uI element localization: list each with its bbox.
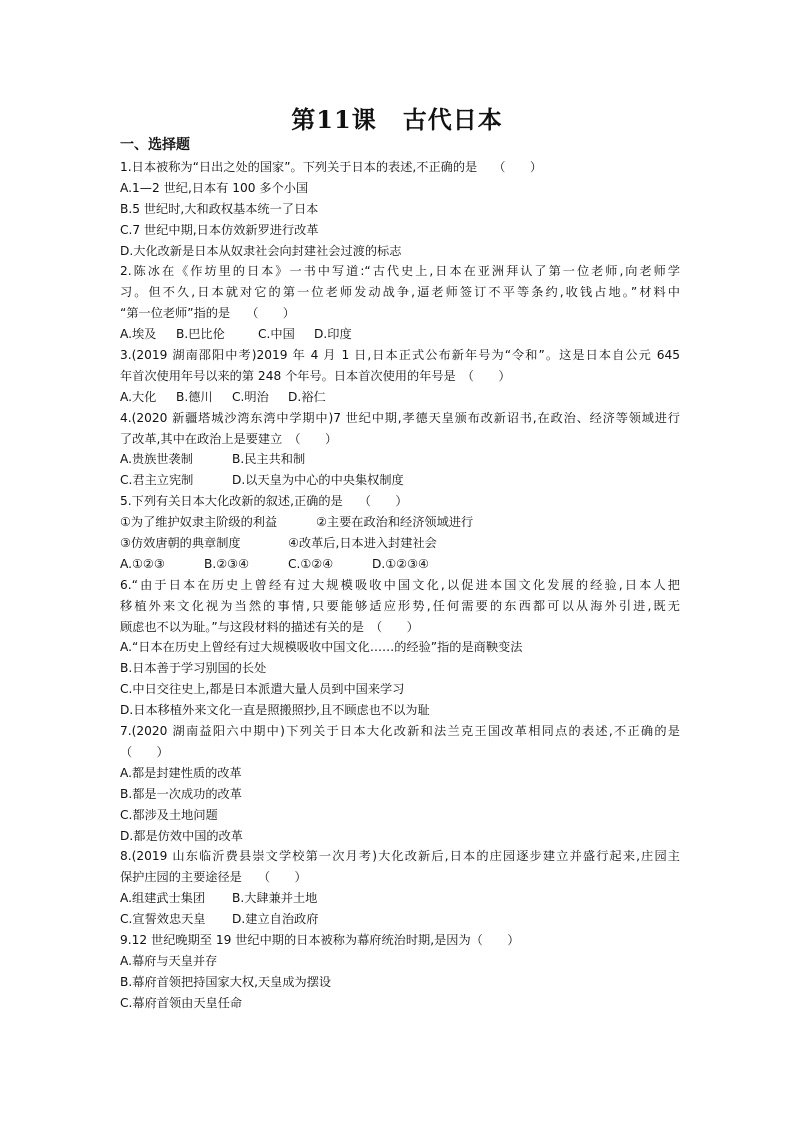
question-5-options	[120, 554, 680, 575]
question-2-stem-line-1: 2.陈冰在《作坊里的日本》一书中写道:“古代史上,日本在亚洲拜认了第一位老师,向老师学	[120, 264, 680, 279]
question-4-option-c: C.君主立宪制	[120, 473, 194, 488]
question-8-option-a: A.组建武士集团	[120, 891, 206, 906]
question-7-option-b: B.都是一次成功的改革	[120, 786, 242, 801]
question-5-option-c: C.①②④	[288, 556, 334, 571]
question-7-option-c: C.都涉及土地问题	[120, 807, 218, 822]
question-3-options	[120, 387, 680, 408]
question-8-option-d: D.建立自治政府	[232, 912, 319, 927]
question-9-stem: 9.12 世纪晚期至 19 世纪中期的日本被称为幕府统治时期,是因为（ ）	[120, 932, 520, 947]
question-2-options	[120, 324, 680, 345]
lesson-name: 古代日本	[402, 105, 503, 134]
question-2-stem-line-3: “第一位老师”指的是 （ ）	[120, 306, 295, 321]
question-6-option-d: D.日本移植外来文化一直是照搬照抄,且不顾虑也不以为耻	[120, 703, 430, 718]
question-6-option-c: C.中日交往史上,都是日本派遣大量人员到中国来学习	[120, 682, 405, 697]
question-5-item-2: ②主要在政治和经济领域进行	[316, 515, 474, 530]
question-5-option-b: B.②③④	[204, 556, 250, 571]
question-9-option-a: A.幕府与天皇并存	[120, 953, 218, 968]
question-5-items-row-2	[120, 533, 680, 554]
question-4-stem-line-1: 4.(2020 新疆塔城沙湾东湾中学期中)7 世纪中期,孝德天皇颁布改新诏书,在政治、经济等领域进行	[120, 410, 680, 425]
question-4-option-a: A.贵族世袭制	[120, 452, 193, 467]
question-8-option-b: B.大肆兼并土地	[232, 891, 318, 906]
question-4-options-row-1	[120, 449, 680, 470]
question-3-option-c: C.明治	[232, 389, 269, 404]
question-6-option-a: A.“日本在历史上曾经有过大规模吸收中国文化……的经验”指的是商鞅变法	[120, 640, 523, 655]
question-list	[120, 157, 680, 1014]
question-6-stem-line-1: 6.“由于日本在历史上曾经有过大规模吸收中国文化,以促进本国文化发展的经验,日本人把	[120, 577, 680, 592]
question-3-option-b: B.德川	[176, 389, 213, 404]
question-5-item-1: ①为了维护奴隶主阶级的利益	[120, 515, 278, 530]
question-4-stem-line-2: 了改革,其中在政治上是要建立 （ ）	[120, 431, 338, 446]
question-1-option-c: C.7 世纪中期,日本仿效新罗进行改革	[120, 222, 319, 237]
question-3-stem-line-1: 3.(2019 湖南邵阳中考)2019 年 4 月 1 日,日本正式公布新年号为“令和”。这是日本自公元 645	[120, 348, 680, 363]
question-8-option-c: C.宣誓效忠天皇	[120, 912, 206, 927]
question-3-option-d: D.裕仁	[288, 389, 326, 404]
question-1-stem: 1.日本被称为“日出之处的国家”。下列关于日本的表述,不正确的是 （ ）	[120, 160, 543, 174]
question-4-options-row-2	[120, 470, 680, 491]
question-5-item-3: ③仿效唐朝的典章制度	[120, 536, 241, 551]
question-5-option-a: A.①②③	[120, 556, 165, 571]
question-2-option-b: B.巴比伦	[176, 327, 225, 342]
question-8-options-row-2	[120, 909, 680, 930]
question-7-stem-line-2: （ ）	[120, 744, 169, 759]
question-7-option-a: A.都是封建性质的改革	[120, 765, 242, 780]
question-1-option-b: B.5 世纪时,大和政权基本统一了日本	[120, 201, 319, 216]
question-1-option-d: D.大化改新是日本从奴隶社会向封建社会过渡的标志	[120, 243, 402, 258]
question-5-stem: 5.下列有关日本大化改新的叙述,正确的是 （ ）	[120, 494, 408, 509]
question-6-option-b: B.日本善于学习别国的长处	[120, 661, 267, 676]
lesson-number: 第11课	[291, 105, 377, 134]
question-2-option-c: C.中国	[258, 327, 295, 342]
question-2-option-a: A.埃及	[120, 327, 157, 342]
question-5-option-d: D.①②③④	[372, 556, 429, 571]
question-4-option-b: B.民主共和制	[232, 452, 306, 467]
page-title	[0, 100, 794, 135]
question-7-stem-line-1: 7.(2020 湖南益阳六中期中)下列关于日本大化改新和法兰克王国改革相同点的表述,不正确的是	[120, 724, 680, 739]
question-5-item-4: ④改革后,日本进入封建社会	[288, 536, 437, 551]
question-5-items-row-1	[120, 512, 680, 533]
question-6-stem-line-2: 移植外来文化视为当然的事情,只要能够适应形势,任何需要的东西都可以从海外引进,既无	[120, 598, 680, 613]
question-3-stem-line-2: 年首次使用年号以来的第 248 个年号。日本首次使用的年号是 （ ）	[120, 368, 511, 383]
question-8-stem-line-1: 8.(2019 山东临沂费县崇文学校第一次月考)大化改新后,日本的庄园逐步建立并盛行起来,庄园主	[120, 849, 680, 864]
question-8-stem-line-2: 保护庄园的主要途径是 （ ）	[120, 870, 307, 885]
question-4-option-d: D.以天皇为中心的中央集权制度	[232, 473, 404, 488]
question-2-stem-line-2: 习。但不久,日本就对它的第一位老师发动战争,逼老师签订不平等条约,收钱占地。”材料中	[120, 285, 680, 300]
question-3-option-a: A.大化	[120, 389, 157, 404]
question-1-option-a: A.1—2 世纪,日本有 100 多个小国	[120, 180, 309, 195]
question-2-option-d: D.印度	[314, 327, 352, 342]
question-8-options-row-1	[120, 888, 680, 909]
question-7-option-d: D.都是仿效中国的改革	[120, 828, 243, 843]
question-9-option-c: C.幕府首领由天皇任命	[120, 995, 243, 1010]
section-heading: 一、选择题	[120, 137, 190, 153]
question-6-stem-line-3: 顾虑也不以为耻。”与这段材料的描述有关的是 （ ）	[120, 619, 419, 634]
question-9-option-b: B.幕府首领把持国家大权,天皇成为摆设	[120, 974, 332, 989]
